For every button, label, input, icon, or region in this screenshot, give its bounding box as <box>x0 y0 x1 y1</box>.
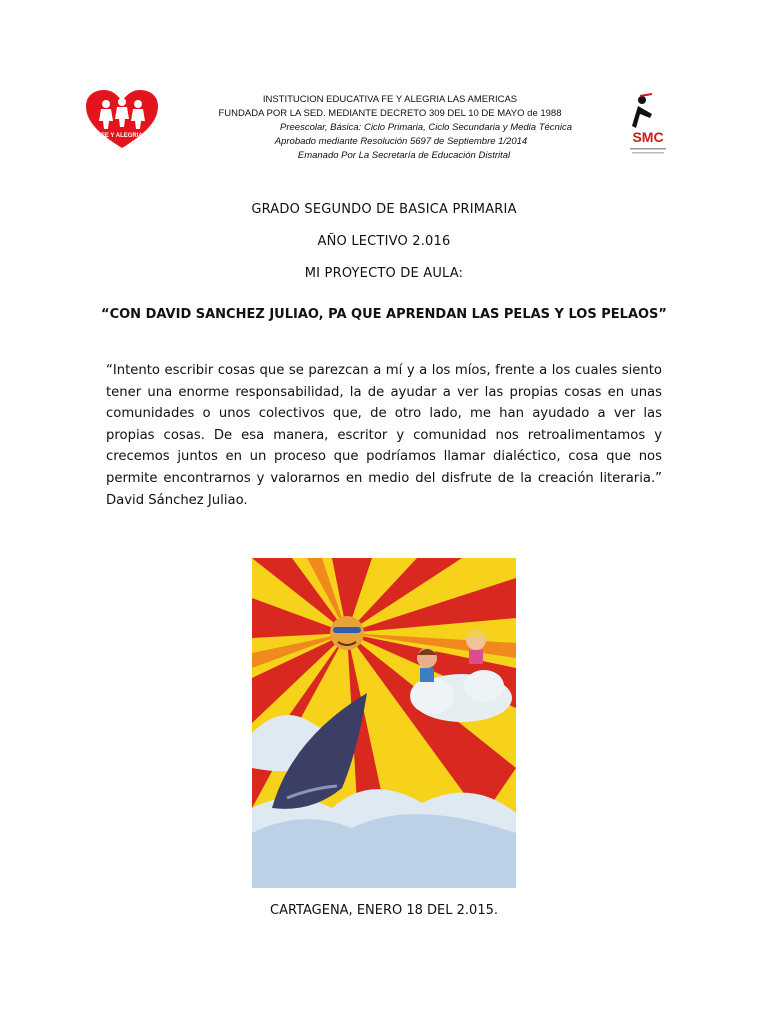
header-line-3: Preescolar, Básica: Ciclo Primaria, Ciclo Secundaria y Media Técnica <box>280 122 572 133</box>
institution-header <box>170 93 610 163</box>
header-line-2: FUNDADA POR LA SED. MEDIANTE DECRETO 309 DEL 10 DE MAYO de 1988 <box>218 108 562 119</box>
place-date: CARTAGENA, ENERO 18 DEL 2.015. <box>270 903 498 918</box>
header-line-5: Emanado Por La Secretaría de Educación Distrital <box>297 150 511 161</box>
fe-y-alegria-logo <box>84 88 160 150</box>
author-quote: “Intento escribir cosas que se parezcan a mí y a los míos, frente a los cuales siento tener una enorme responsabilidad, la de ayudar a ver las propias cosas en unas comunidades o unos colectivos que, de otro lado, me han ayudado a ver las propias cosas. De esa manera, escritor y comunidad nos retroalimentamos y crecemos juntos en un proceso que podríamos llamar dialéctico, cosa que nos permite encontrarnos y valorarnos en medio del disfrute de la creación literaria.” David Sánchez Juliao. <box>106 363 662 508</box>
project-headline: “CON DAVID SANCHEZ JULIAO, PA QUE APRENDAN LAS PELAS Y LOS PELAOS” <box>101 307 667 322</box>
project-label: MI PROYECTO DE AULA: <box>304 266 464 281</box>
logo-left-text: FE Y ALEGRIA <box>101 133 143 139</box>
grade-title: GRADO SEGUNDO DE BASICA PRIMARIA <box>251 202 517 217</box>
school-year: AÑO LECTIVO 2.016 <box>317 234 451 249</box>
header-line-1: INSTITUCION EDUCATIVA FE Y ALEGRIA LAS AMERICAS <box>262 94 518 105</box>
sun-whale-illustration <box>252 558 516 888</box>
logo-right-text: SMC <box>632 129 664 145</box>
smc-logo <box>622 92 674 158</box>
header-line-4: Aprobado mediante Resolución 5697 de Septiembre 1/2014 <box>274 136 528 147</box>
